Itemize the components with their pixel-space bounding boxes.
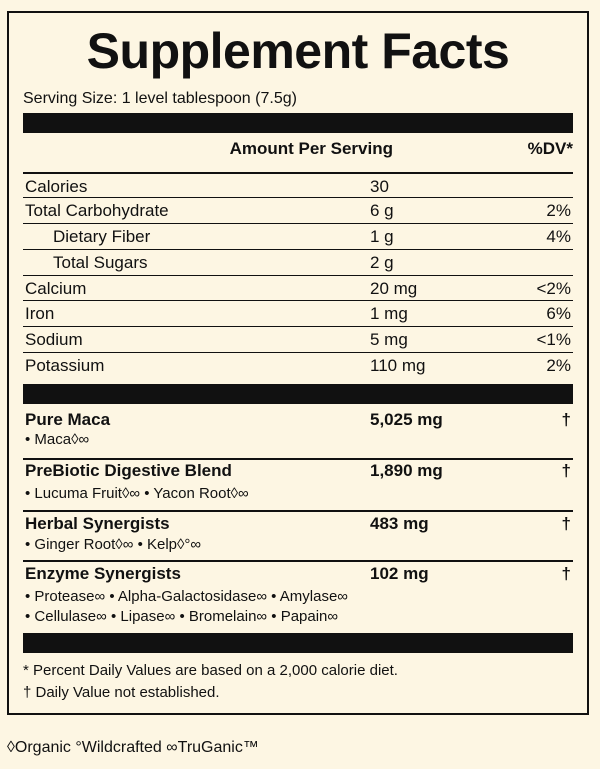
divider-bar <box>23 384 573 404</box>
blend-name: PreBiotic Digestive Blend <box>25 461 232 480</box>
nutrient-label: Potassium <box>25 356 105 376</box>
column-header <box>23 137 573 161</box>
nutrient-row <box>23 276 573 302</box>
blend-dv: † <box>561 410 571 429</box>
nutrient-row <box>23 172 573 198</box>
blend-amount: 102 mg <box>370 564 429 583</box>
blend-amount: 1,890 mg <box>370 461 443 480</box>
nutrient-amount: 2 g <box>370 252 394 272</box>
divider-bar <box>23 113 573 133</box>
nutrient-label: Calories <box>25 177 88 196</box>
blend-ingredients: • Cellulase∞ • Lipase∞ • Bromelain∞ • Papain∞ <box>25 608 339 625</box>
footnote-dagger: † Daily Value not established. <box>23 684 220 701</box>
blend-dv: † <box>561 564 571 583</box>
blend-ingredients: • Lucuma Fruit◊∞ • Yacon Root◊∞ <box>25 485 249 502</box>
blend-dv: † <box>561 514 571 533</box>
nutrient-dv: <2% <box>536 278 571 298</box>
blend-ingredients: • Ginger Root◊∞ • Kelp◊°∞ <box>25 536 202 553</box>
nutrient-amount: 6 g <box>370 200 394 220</box>
nutrient-row <box>23 301 573 327</box>
nutrient-amount: 1 g <box>370 226 394 246</box>
blend-pure-maca <box>23 408 573 458</box>
nutrient-label: Sodium <box>25 330 83 350</box>
blend-name: Pure Maca <box>25 410 111 429</box>
nutrient-dv: 6% <box>546 304 571 324</box>
amount-per-serving-header: Amount Per Serving <box>229 139 393 158</box>
nutrient-amount: 110 mg <box>370 356 426 376</box>
nutrient-row <box>23 327 573 353</box>
blend-ingredients: • Maca◊∞ <box>25 431 90 448</box>
nutrient-row <box>23 250 573 276</box>
blend-name: Herbal Synergists <box>25 514 170 533</box>
footnote-daily-values: * Percent Daily Values are based on a 2,000 calorie diet. <box>23 662 398 679</box>
nutrient-label: Iron <box>25 304 55 324</box>
panel-title: Supplement Facts <box>86 23 510 79</box>
blend-dv: † <box>561 461 571 480</box>
divider-bar <box>23 633 573 653</box>
daily-value-header: %DV* <box>527 139 573 158</box>
nutrient-label: Dietary Fiber <box>53 226 151 246</box>
nutrient-amount: 1 mg <box>370 304 408 324</box>
symbol-legend: ◊Organic °Wildcrafted ∞TruGanic™ <box>7 739 259 756</box>
nutrient-label: Total Sugars <box>53 252 148 272</box>
nutrient-label: Calcium <box>25 278 87 298</box>
supplement-facts-panel <box>7 11 589 715</box>
blend-enzyme-synergists <box>23 562 573 632</box>
nutrient-table <box>23 172 573 379</box>
blend-name: Enzyme Synergists <box>25 564 181 583</box>
nutrient-row <box>23 353 573 379</box>
nutrient-amount: 30 <box>370 177 389 196</box>
nutrient-row <box>23 224 573 250</box>
blend-amount: 5,025 mg <box>370 410 443 429</box>
nutrient-amount: 5 mg <box>370 330 408 350</box>
blend-ingredients: • Protease∞ • Alpha-Galactosidase∞ • Amylase∞ <box>25 588 348 605</box>
nutrient-label: Total Carbohydrate <box>25 200 169 220</box>
nutrient-amount: 20 mg <box>370 278 418 298</box>
nutrient-dv: 2% <box>546 356 571 376</box>
blend-prebiotic-digestive <box>23 459 573 510</box>
blend-amount: 483 mg <box>370 514 429 533</box>
nutrient-dv: 4% <box>546 226 571 246</box>
blend-herbal-synergists <box>23 512 573 560</box>
serving-size: Serving Size: 1 level tablespoon (7.5g) <box>23 90 297 107</box>
nutrient-dv: 2% <box>546 200 571 220</box>
nutrient-row <box>23 198 573 224</box>
nutrient-dv: <1% <box>536 330 571 350</box>
